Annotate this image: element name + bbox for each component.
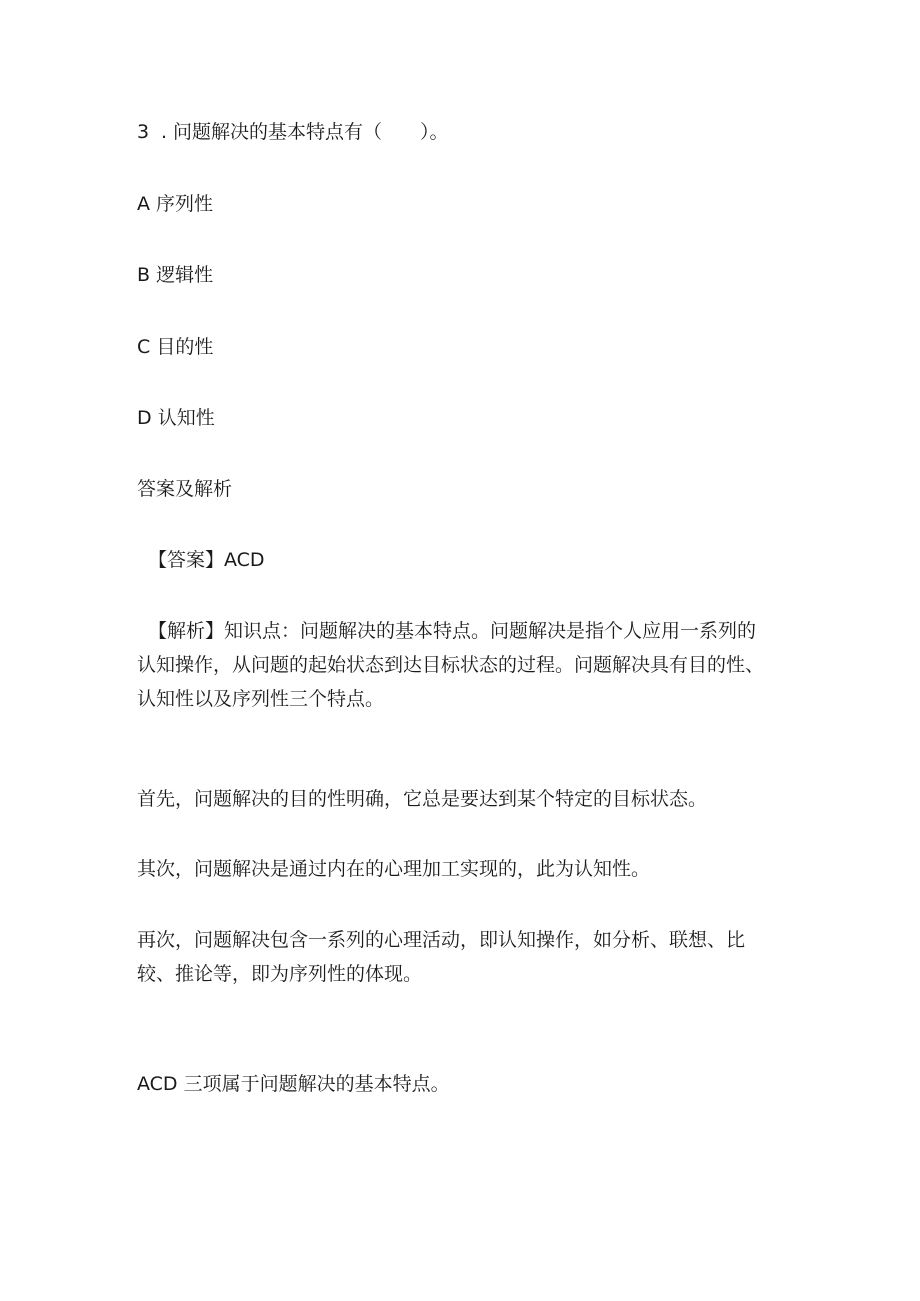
option-b-label: B: [137, 264, 151, 286]
analysis-paragraph: [148, 614, 808, 648]
analysis-line-3: 认知性以及序列性三个特点。: [137, 688, 385, 710]
question-dot: .: [161, 121, 168, 143]
option-c: [137, 335, 213, 359]
conclusion: ACD 三项属于问题解决的基本特点。: [137, 1073, 450, 1095]
option-c-label: C: [137, 336, 151, 358]
question-stem: 问题解决的基本特点有（ ）。: [173, 121, 449, 143]
option-a: [137, 192, 213, 216]
option-b: [137, 263, 213, 287]
option-a-label: A: [137, 193, 150, 215]
question-number: 3: [137, 121, 150, 143]
analysis-line-1: 【解析】知识点：问题解决的基本特点。问题解决是指个人应用一系列的: [148, 620, 757, 642]
analysis-paragraph-cont: [137, 648, 797, 716]
analysis-line-2: 认知操作，从问题的起始状态到达目标状态的过程。问题解决具有目的性、: [137, 654, 765, 676]
paragraph-third-line-2: 较、推论等，即为序列性的体现。: [137, 963, 423, 985]
option-b-text: 逻辑性: [156, 264, 214, 286]
paragraph-first: 首先，问题解决的目的性明确，它总是要达到某个特定的目标状态。: [137, 788, 708, 810]
paragraph-second: 其次，问题解决是通过内在的心理加工实现的，此为认知性。: [137, 858, 651, 880]
answer-heading: 答案及解析: [137, 478, 233, 500]
paragraph-third: [137, 923, 797, 991]
option-d-text: 认知性: [157, 407, 215, 429]
option-a-text: 序列性: [156, 193, 214, 215]
answer-line: 【答案】ACD: [148, 549, 265, 571]
paragraph-third-line-1: 再次，问题解决包含一系列的心理活动，即认知操作，如分析、联想、比: [137, 929, 746, 951]
option-d-label: D: [137, 407, 152, 429]
option-d: [137, 406, 215, 430]
question-stem-line: [137, 120, 449, 144]
option-c-text: 目的性: [156, 336, 214, 358]
